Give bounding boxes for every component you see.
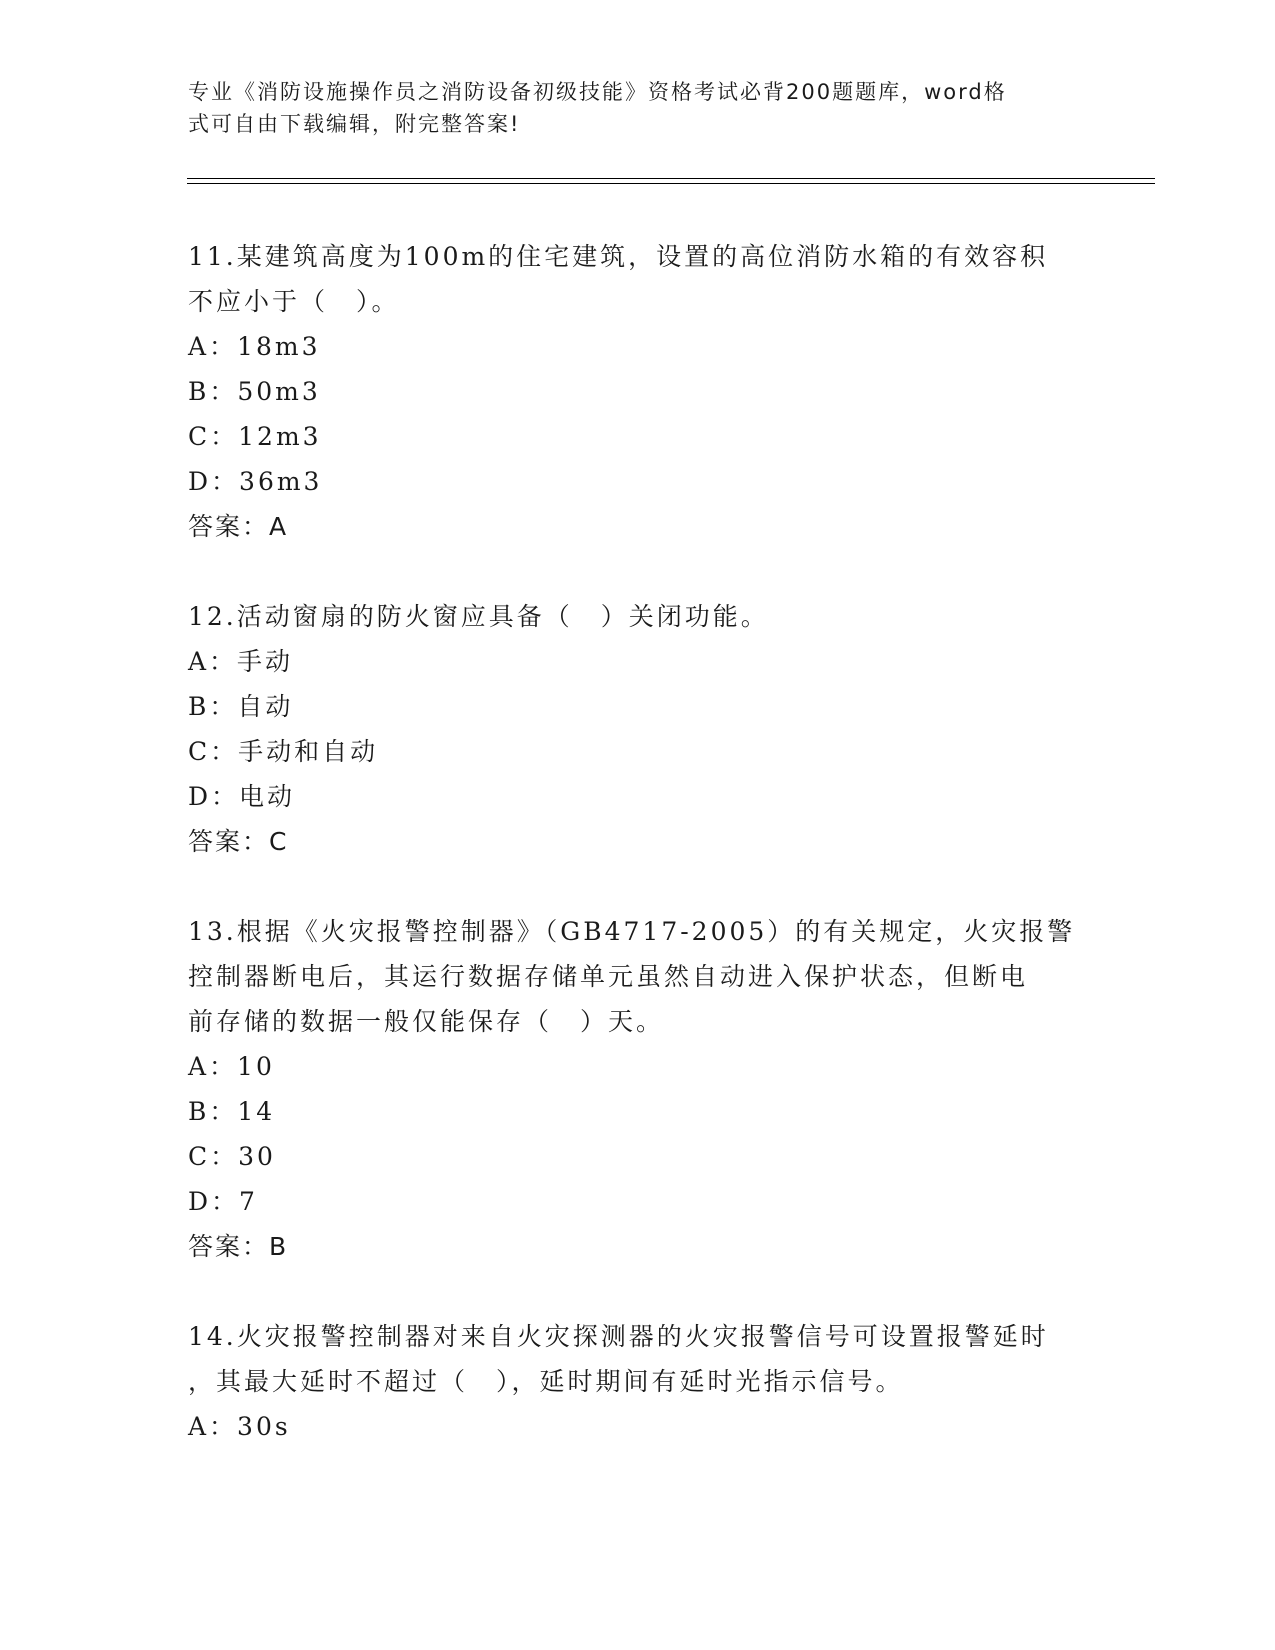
answer: 答案：B: [188, 1232, 289, 1261]
question-text: 13.根据《火灾报警控制器》（GB4717-2005）的有关规定，火灾报警: [188, 917, 1076, 946]
option-c: C：手动和自动: [188, 737, 379, 766]
option-b: B：50m3: [188, 377, 321, 406]
document-header: [188, 76, 1068, 140]
answer: 答案：A: [188, 512, 289, 541]
option-c: C：12m3: [188, 422, 322, 451]
question-text: 不应小于（ ）。: [188, 287, 400, 316]
answer: 答案：C: [188, 827, 289, 856]
option-d: D：电动: [188, 782, 296, 811]
question-text: 前存储的数据一般仅能保存（ ）天。: [188, 1007, 665, 1036]
option-d: D：7: [188, 1187, 258, 1216]
option-a: A：30s: [188, 1412, 291, 1441]
question-text: ，其最大延时不超过（ ），延时期间有延时光指示信号。: [188, 1367, 904, 1396]
option-d: D：36m3: [188, 467, 323, 496]
option-a: A：18m3: [188, 332, 321, 361]
question-text: 12.活动窗扇的防火窗应具备（ ）关闭功能。: [188, 602, 769, 631]
option-b: B：自动: [188, 692, 294, 721]
question-12: [188, 594, 1088, 864]
question-text: 14.火灾报警控制器对来自火灾探测器的火灾报警信号可设置报警延时: [188, 1322, 1049, 1351]
header-line-1: 专业《消防设施操作员之消防设备初级技能》资格考试必背200题题库，word格: [188, 80, 1007, 104]
question-11: [188, 234, 1088, 549]
question-13: [188, 909, 1088, 1269]
option-a: A：手动: [188, 647, 294, 676]
header-divider-bottom: [187, 183, 1155, 184]
question-text: 控制器断电后，其运行数据存储单元虽然自动进入保护状态，但断电: [188, 962, 1029, 991]
option-b: B：14: [188, 1097, 276, 1126]
option-a: A：10: [188, 1052, 275, 1081]
question-list: [188, 234, 1088, 1494]
header-divider-top: [187, 178, 1155, 179]
header-line-2: 式可自由下载编辑，附完整答案!: [188, 112, 521, 136]
option-c: C：30: [188, 1142, 276, 1171]
question-14: [188, 1314, 1088, 1449]
question-text: 11.某建筑高度为100m的住宅建筑，设置的高位消防水箱的有效容积: [188, 242, 1049, 271]
